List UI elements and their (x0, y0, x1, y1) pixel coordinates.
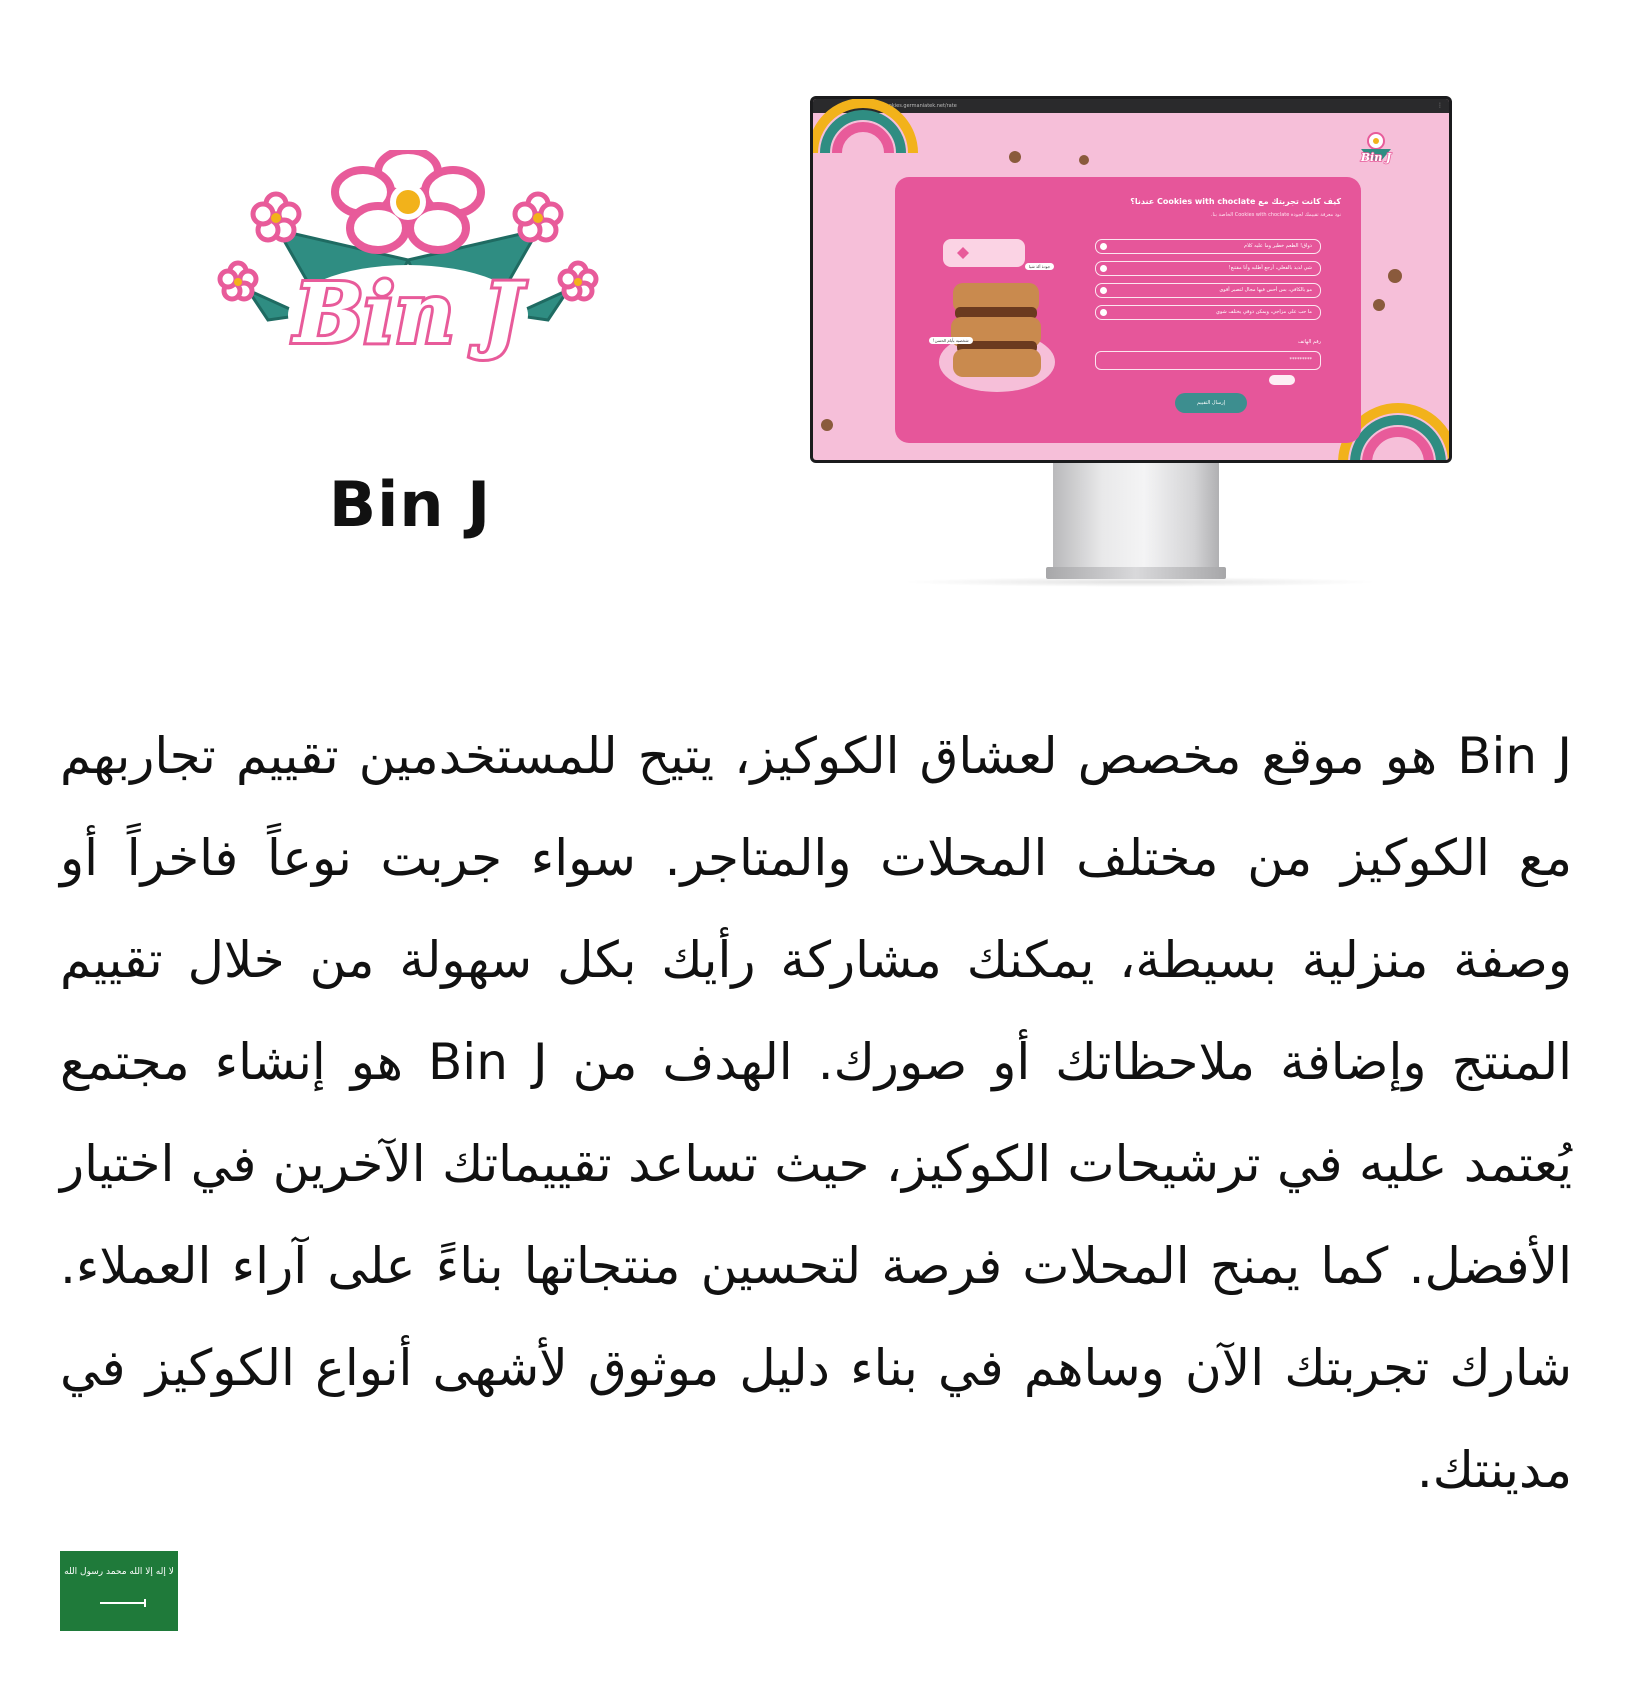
logo-wordmark (288, 265, 528, 365)
svg-text:Bin J: Bin J (294, 266, 522, 362)
monitor-mockup (810, 96, 1452, 463)
form-title: كيف كانت تجربتك مع Cookies with choclate عندنا؟ (1130, 197, 1341, 206)
rating-option-3[interactable] (1095, 283, 1321, 298)
site-logo (1351, 129, 1401, 169)
rating-option-2[interactable] (1095, 261, 1321, 276)
cookie-decoration (1009, 151, 1021, 163)
monitor-screen (813, 99, 1449, 460)
saudi-flag-icon (60, 1551, 178, 1631)
badge-taste: جودة ألذ شيا (1025, 263, 1054, 270)
monitor-stand (1053, 463, 1219, 569)
form-subtitle: نود معرفة تقييمك لجودة Cookies with choclate الخاصة بنا. (1210, 212, 1341, 218)
flag-inscription: لا إله إلا الله محمد رسول الله (64, 1567, 174, 1577)
cookie-stack-image (935, 237, 1065, 397)
badge-personality: شخصية بأيام الحسن! (929, 337, 973, 344)
phone-input[interactable] (1095, 351, 1321, 370)
radio-button[interactable] (1100, 309, 1107, 316)
radio-button[interactable] (1100, 243, 1107, 250)
cookie-decoration (1079, 155, 1089, 165)
cookie-decoration (1373, 299, 1385, 311)
svg-text:Bin J: Bin J (1360, 151, 1392, 164)
rating-option-label: ما حب على مزاجي، ويمكن ذوقي يختلف شوي (1216, 309, 1312, 315)
bin-j-logo (208, 150, 608, 390)
brand-name: Bin J (328, 468, 492, 541)
cookie-decoration (821, 419, 833, 431)
rating-option-1[interactable] (1095, 239, 1321, 254)
cookie-decoration (1388, 269, 1402, 283)
browser-url: cookies.germaniatek.net/rate (883, 103, 957, 109)
website-page (813, 113, 1449, 460)
submit-rating-button[interactable]: إرسال التقييم (1175, 393, 1247, 413)
monitor-stand-base (1046, 567, 1226, 579)
phone-label: رقم الهاتف (1297, 339, 1321, 345)
project-description: Bin J هو موقع مخصص لعشاق الكوكيز، يتيح للمستخدمين تقييم تجاربهم مع الكوكيز من مختلف المحلات والمتاجر. سواء جربت نوعاً فاخراً أو وصفة منزلية بسيطة، يمكنك مشاركة رأيك بكل سهولة من خلال تقييم المنتج وإضافة ملاحظاتك أو صورك. الهدف من Bin J هو إنشاء مجتمع يُعتمد عليه في ترشيحات الكوكيز، حيث تساعد تقييماتك الآخرين في اختيار الأفضل. كما يمنح المحلات فرصة لتحسين منتجاتها بناءً على آراء العملاء. شارك تجربتك الآن وساهم في بناء دليل موثوق لأشهى أنواع الكوكيز في مدينتك. (60, 727, 1572, 1499)
big-flower-graphic (335, 150, 481, 250)
rating-option-label: شي لذيذ بالفعلي، أرجع أطلبه وأنا مقتنع! (1228, 265, 1312, 271)
toggle-icon[interactable] (1269, 375, 1295, 385)
radio-button[interactable] (1100, 287, 1107, 294)
phone-input-value: ********* (1289, 357, 1312, 363)
rating-option-label: مو بالكافي، بس أحس فيها مجال لتصير أقوى (1219, 287, 1312, 293)
rating-option-label: ذواق! الطعم خطير وما عليه كلام (1244, 243, 1312, 249)
rating-option-4[interactable] (1095, 305, 1321, 320)
flag-sword-hilt-icon (144, 1599, 152, 1607)
rating-form-card (895, 177, 1361, 443)
rainbow-decoration-top-left (813, 99, 923, 153)
browser-menu-icon: ⋮ (1437, 102, 1443, 109)
radio-button[interactable] (1100, 265, 1107, 272)
flag-sword-icon (100, 1602, 146, 1604)
